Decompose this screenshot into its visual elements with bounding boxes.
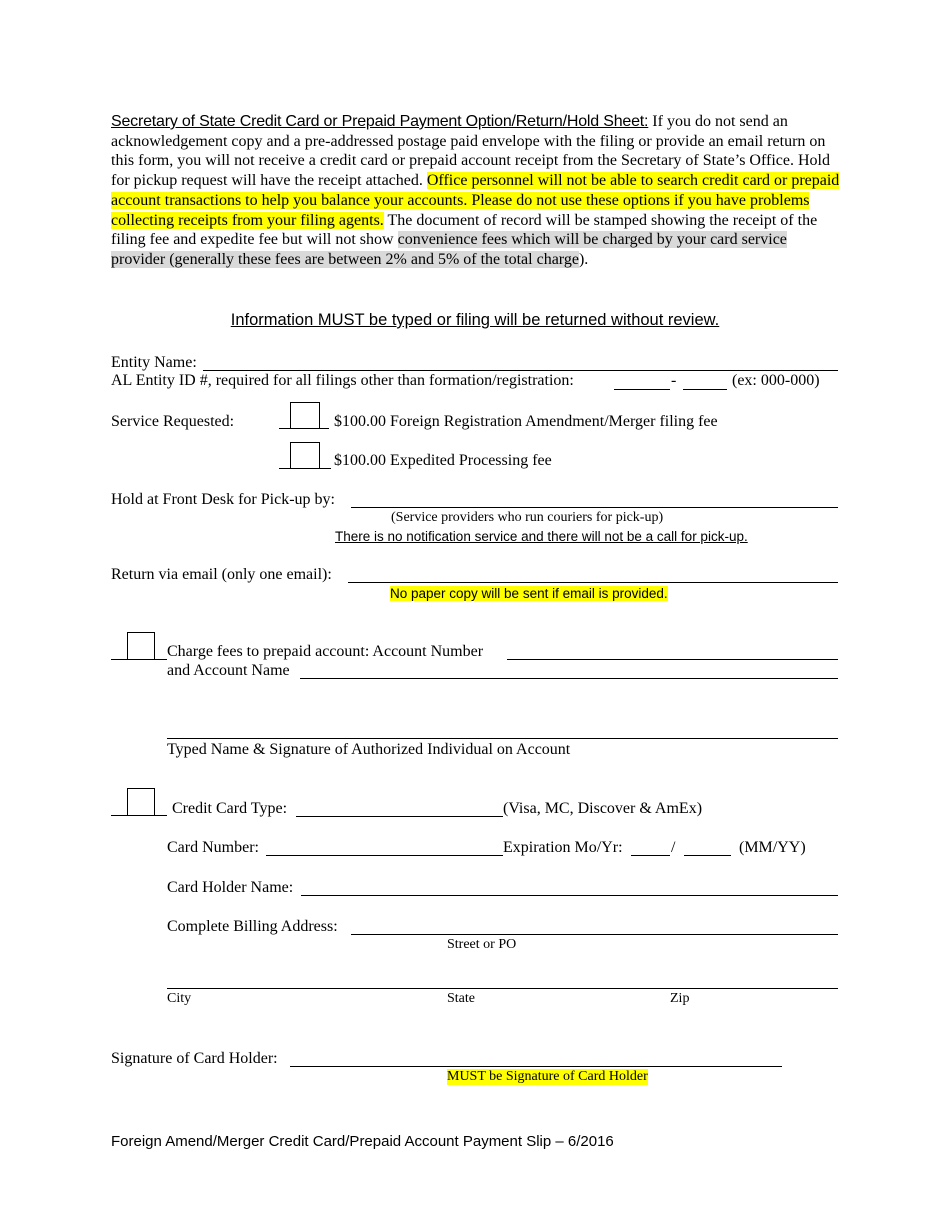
footer-text: Foreign Amend/Merger Credit Card/Prepaid Account Payment Slip – 6/2016: [111, 1133, 614, 1150]
card-type-hint: (Visa, MC, Discover & AmEx): [503, 800, 703, 817]
prepaid-account-number-label: Charge fees to prepaid account: Account Number: [167, 643, 484, 660]
card-holder-field[interactable]: [301, 895, 838, 896]
intro-gray-highlight: convenience fees which will be charged by your card service provider (generally these fees are between 2% and 5% of the total charge: [111, 231, 787, 268]
intro-text-3: ).: [578, 250, 589, 268]
billing-zip-label: Zip: [670, 991, 690, 1006]
card-type-field[interactable]: [296, 816, 503, 817]
card-number-label: Card Number:: [167, 839, 259, 856]
billing-street-label: Street or PO: [447, 937, 517, 952]
card-exp-year-field[interactable]: [684, 855, 731, 856]
entity-id-example: (ex: 000-000): [732, 372, 820, 389]
email-field[interactable]: [348, 582, 838, 583]
billing-city-label: City: [167, 991, 192, 1006]
intro-text-1: If you do not send an acknowledgement copy and a pre-addressed postage paid envelope with the filing or provide an email return on this form, you will not receive a credit card or prepaid account receipt from the Secretary of State’s Office. Hold for pickup request will have the receipt attached.: [111, 113, 830, 190]
service-opt2-label: $100.00 Expedited Processing fee: [334, 452, 552, 469]
billing-state-label: State: [447, 991, 475, 1006]
prepaid-account-name-field[interactable]: [300, 678, 838, 679]
billing-city-state-zip-field[interactable]: [167, 988, 838, 989]
service-opt1-label: $100.00 Foreign Registration Amendment/Merger filing fee: [334, 413, 718, 430]
intro-highlight: Office personnel will not be able to search credit card or prepaid account transactions to help you balance your accounts. Please do not use these options if you have problems collecting receipts from your filing agents.: [111, 172, 840, 229]
entity-id-dash: -: [671, 372, 677, 389]
card-exp-hint: (MM/YY): [739, 839, 806, 856]
must-notice: Information MUST be typed or filing will be returned without review.: [230, 311, 720, 329]
prepaid-signature-line[interactable]: [167, 738, 838, 739]
billing-street-field[interactable]: [351, 934, 838, 935]
intro-heading: Secretary of State Credit Card or Prepaid Payment Option/Return/Hold Sheet:: [111, 113, 649, 130]
entity-id-label: AL Entity ID #, required for all filings other than formation/registration:: [111, 372, 574, 389]
hold-label: Hold at Front Desk for Pick-up by:: [111, 491, 335, 508]
email-label: Return via email (only one email):: [111, 566, 332, 583]
card-type-label: Credit Card Type:: [172, 800, 288, 817]
card-checkbox[interactable]: [127, 788, 155, 816]
entity-id-field-part1[interactable]: [614, 389, 670, 390]
hold-notification-note: There is no notification service and there will not be a call for pick-up.: [335, 529, 748, 544]
card-exp-month-field[interactable]: [631, 855, 670, 856]
entity-name-field[interactable]: [203, 370, 838, 371]
prepaid-account-name-label: and Account Name: [167, 662, 290, 679]
card-exp-slash: /: [671, 839, 676, 856]
prepaid-signature-label: Typed Name & Signature of Authorized Individual on Account: [167, 741, 571, 758]
hold-field[interactable]: [351, 507, 838, 508]
prepaid-checkbox[interactable]: [127, 632, 155, 660]
card-holder-label: Card Holder Name:: [167, 879, 294, 896]
billing-address-label: Complete Billing Address:: [167, 918, 338, 935]
service-opt2-checkbox[interactable]: [290, 442, 320, 469]
card-number-field[interactable]: [266, 855, 503, 856]
card-holder-signature-field[interactable]: [290, 1066, 782, 1067]
intro-paragraph: [111, 112, 841, 270]
card-expiration-label: Expiration Mo/Yr:: [503, 839, 623, 856]
prepaid-account-number-field[interactable]: [507, 659, 838, 660]
card-holder-signature-label: Signature of Card Holder:: [111, 1050, 278, 1067]
intro-text-2: The document of record will be stamped showing the receipt of the filing fee and expedite fee but will not show: [111, 211, 818, 249]
entity-id-field-part2[interactable]: [683, 389, 727, 390]
email-note: No paper copy will be sent if email is provided.: [390, 586, 668, 601]
service-requested-label: Service Requested:: [111, 413, 235, 430]
hold-sub-note: (Service providers who run couriers for pick-up): [391, 510, 664, 525]
entity-name-label: Entity Name:: [111, 354, 197, 371]
card-holder-signature-note: MUST be Signature of Card Holder: [447, 1069, 648, 1084]
service-opt1-checkbox[interactable]: [290, 402, 320, 429]
